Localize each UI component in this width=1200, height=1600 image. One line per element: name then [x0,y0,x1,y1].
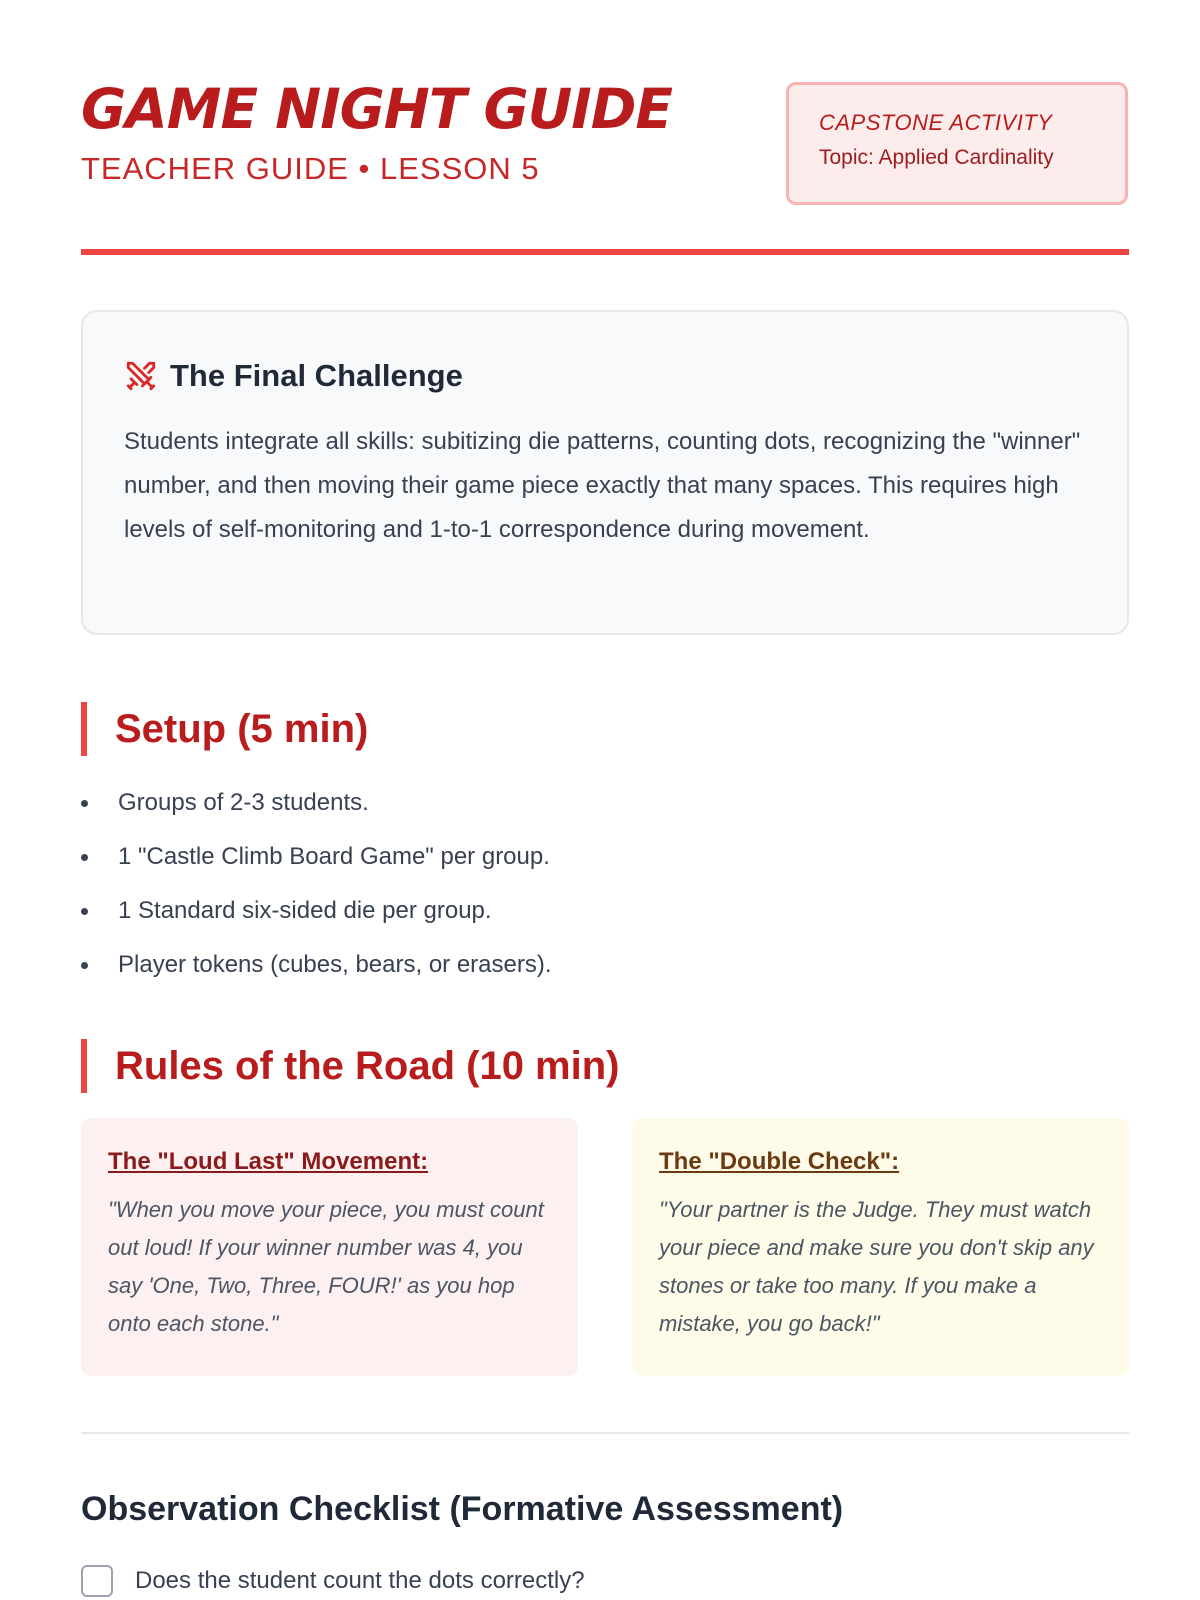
list-item: Groups of 2-3 students. [81,776,1081,830]
final-challenge-header [124,356,1087,396]
page-header [81,77,1129,205]
double-check-card [632,1118,1129,1376]
page-title: GAME NIGHT GUIDE [81,77,672,141]
page-subtitle: TEACHER GUIDE • LESSON 5 [81,151,540,186]
header-divider [81,249,1129,255]
double-check-title: The "Double Check": [659,1148,900,1175]
checklist-item [81,1564,585,1598]
rules-heading: Rules of the Road (10 min) [81,1039,1081,1093]
loud-last-card [81,1118,578,1376]
crossed-swords-icon [124,359,158,393]
badge-label: CAPSTONE ACTIVITY [819,110,1053,135]
checklist-checkbox[interactable] [81,1565,113,1597]
final-challenge-text: Students integrate all skills: subitizing die patterns, counting dots, recognizing the "winner" number, and then moving their game piece exactly that many spaces. This requires high levels of self-monitoring and 1-to-1 correspondence during movement. [124,428,1081,543]
loud-last-title: The "Loud Last" Movement: [108,1148,429,1175]
capstone-badge [786,82,1128,205]
double-check-text: "Your partner is the Judge. They must watch your piece and make sure you don't skip any stones or take too many. If you make a mistake, you go back!" [659,1197,1094,1337]
final-challenge-title: The Final Challenge [170,358,463,393]
setup-heading: Setup (5 min) [81,702,1081,756]
setup-list [81,776,1081,992]
badge-topic: Topic: Applied Cardinality [819,145,1054,169]
list-item: 1 Standard six-sided die per group. [81,884,1081,938]
loud-last-text: "When you move your piece, you must count out loud! If your winner number was 4, you say 'One, Two, Three, FOUR!' as you hop onto each stone." [108,1197,544,1337]
checklist-label: Does the student count the dots correctly? [135,1567,585,1594]
list-item: Player tokens (cubes, bears, or erasers). [81,938,1081,992]
observation-heading: Observation Checklist (Formative Assessment) [81,1490,844,1528]
section-divider [81,1432,1129,1434]
final-challenge-panel [81,310,1129,635]
list-item: 1 "Castle Climb Board Game" per group. [81,830,1081,884]
